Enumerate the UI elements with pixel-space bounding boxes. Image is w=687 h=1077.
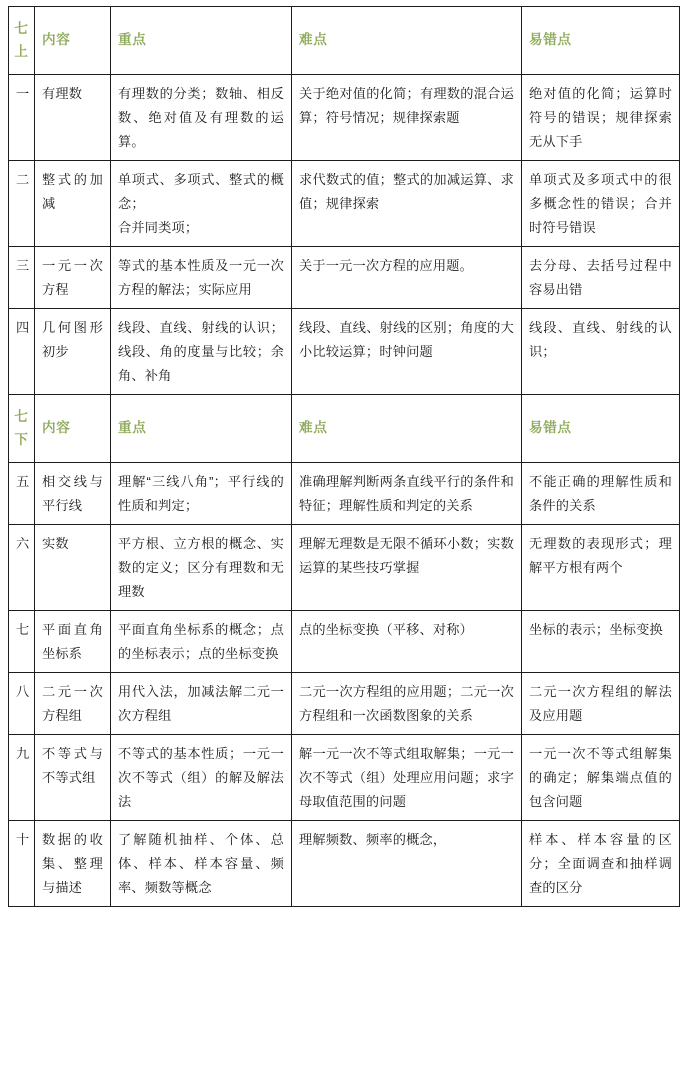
table-row <box>9 672 680 734</box>
cell-difficult-points: 解一元一次不等式组取解集；一元一次不等式（组）处理应用问题；求字母取值范围的问题 <box>292 734 522 820</box>
cell-error-prone: 绝对值的化简；运算时符号的错误；规律探索无从下手 <box>522 74 680 160</box>
cell-error-prone: 坐标的表示；坐标变换 <box>522 610 680 672</box>
row-index: 十 <box>9 820 35 906</box>
cell-difficult-points: 求代数式的值；整式的加减运算、求值；规律探索 <box>292 160 522 246</box>
table-header-row <box>9 7 680 75</box>
row-index: 四 <box>9 308 35 394</box>
cell-key-points: 用代入法，加减法解二元一次方程组 <box>111 672 292 734</box>
cell-content: 有理数 <box>35 74 111 160</box>
table-row <box>9 160 680 246</box>
cell-key-points: 平方根、立方根的概念、实数的定义；区分有理数和无理数 <box>111 524 292 610</box>
cell-content: 不等式与不等式组 <box>35 734 111 820</box>
term-label <box>9 7 35 75</box>
column-header-error-prone: 易错点 <box>522 394 680 462</box>
cell-key-points: 线段、直线、射线的认识；线段、角的度量与比较；余角、补角 <box>111 308 292 394</box>
cell-key-points: 不等式的基本性质；一元一次不等式（组）的解及解法法 <box>111 734 292 820</box>
syllabus-table <box>8 6 680 907</box>
table-row <box>9 462 680 524</box>
cell-difficult-points: 准确理解判断两条直线平行的条件和特征；理解性质和判定的关系 <box>292 462 522 524</box>
row-index: 二 <box>9 160 35 246</box>
table-row <box>9 308 680 394</box>
table-row <box>9 524 680 610</box>
cell-key-points: 了解随机抽样、个体、总体、样本、样本容量、频率、频数等概念 <box>111 820 292 906</box>
cell-content: 几何图形初步 <box>35 308 111 394</box>
column-header-key-points: 重点 <box>111 7 292 75</box>
column-header-error-prone: 易错点 <box>522 7 680 75</box>
table-row <box>9 610 680 672</box>
column-header-content: 内容 <box>35 394 111 462</box>
cell-key-points: 有理数的分类；数轴、相反数、绝对值及有理数的运算。 <box>111 74 292 160</box>
cell-error-prone: 一元一次不等式组解集的确定；解集端点值的包含问题 <box>522 734 680 820</box>
cell-difficult-points: 线段、直线、射线的区别；角度的大小比较运算；时钟问题 <box>292 308 522 394</box>
cell-error-prone: 线段、直线、射线的认识； <box>522 308 680 394</box>
term-label-line1: 七 <box>14 408 29 424</box>
cell-content: 一元一次方程 <box>35 246 111 308</box>
cell-content: 数据的收集、整理与描述 <box>35 820 111 906</box>
cell-content: 实数 <box>35 524 111 610</box>
table-row <box>9 734 680 820</box>
cell-difficult-points: 关于一元一次方程的应用题。 <box>292 246 522 308</box>
cell-difficult-points: 理解频数、频率的概念， <box>292 820 522 906</box>
term-label-line2: 上 <box>14 44 29 60</box>
table-header-row <box>9 394 680 462</box>
cell-difficult-points: 关于绝对值的化简；有理数的混合运算；符号情况；规律探索题 <box>292 74 522 160</box>
term-label-line2: 下 <box>14 432 29 448</box>
row-index: 六 <box>9 524 35 610</box>
row-index: 五 <box>9 462 35 524</box>
row-index: 九 <box>9 734 35 820</box>
cell-error-prone: 不能正确的理解性质和条件的关系 <box>522 462 680 524</box>
cell-error-prone: 去分母、去括号过程中容易出错 <box>522 246 680 308</box>
column-header-difficult-points: 难点 <box>292 7 522 75</box>
row-index: 八 <box>9 672 35 734</box>
cell-key-points: 平面直角坐标系的概念；点的坐标表示；点的坐标变换 <box>111 610 292 672</box>
cell-error-prone: 二元一次方程组的解法及应用题 <box>522 672 680 734</box>
cell-content: 相交线与平行线 <box>35 462 111 524</box>
cell-difficult-points: 二元一次方程组的应用题；二元一次方程组和一次函数图象的关系 <box>292 672 522 734</box>
row-index: 一 <box>9 74 35 160</box>
cell-difficult-points: 点的坐标变换（平移、对称） <box>292 610 522 672</box>
column-header-content: 内容 <box>35 7 111 75</box>
table-row <box>9 74 680 160</box>
cell-key-points: 理解“三线八角”；平行线的性质和判定； <box>111 462 292 524</box>
term-label-line1: 七 <box>14 21 29 36</box>
table-row <box>9 246 680 308</box>
term-label <box>9 394 35 462</box>
column-header-difficult-points: 难点 <box>292 394 522 462</box>
cell-error-prone: 单项式及多项式中的很多概念性的错误；合并时符号错误 <box>522 160 680 246</box>
row-index: 七 <box>9 610 35 672</box>
cell-content: 平面直角坐标系 <box>35 610 111 672</box>
cell-content: 二元一次方程组 <box>35 672 111 734</box>
cell-key-points: 等式的基本性质及一元一次方程的解法；实际应用 <box>111 246 292 308</box>
column-header-key-points: 重点 <box>111 394 292 462</box>
row-index: 三 <box>9 246 35 308</box>
cell-difficult-points: 理解无理数是无限不循环小数；实数运算的某些技巧掌握 <box>292 524 522 610</box>
table-row <box>9 820 680 906</box>
cell-error-prone: 样本、样本容量的区分；全面调查和抽样调查的区分 <box>522 820 680 906</box>
syllabus-sheet <box>0 6 687 1077</box>
cell-error-prone: 无理数的表现形式；理解平方根有两个 <box>522 524 680 610</box>
cell-content: 整式的加减 <box>35 160 111 246</box>
cell-key-points: 单项式、多项式、整式的概念； 合并同类项； <box>111 160 292 246</box>
